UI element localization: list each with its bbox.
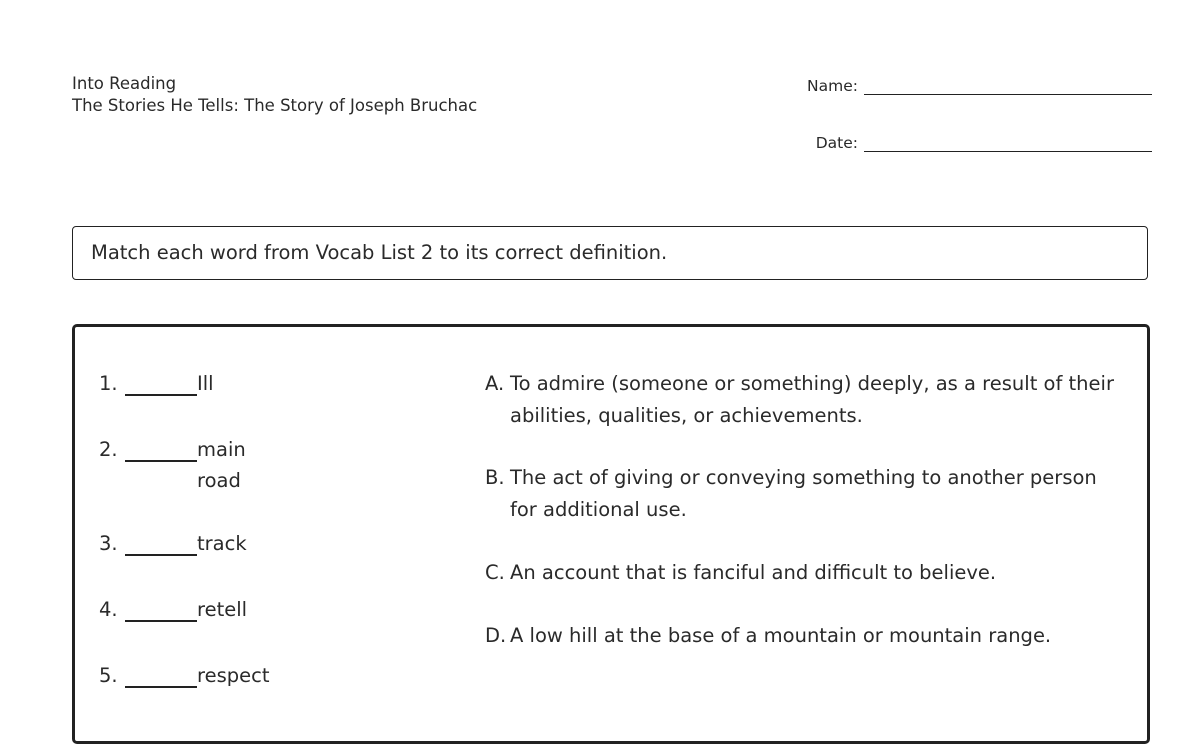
question-number: 2. <box>99 438 118 461</box>
definition-item <box>485 368 1125 431</box>
matching-box <box>72 324 1150 744</box>
question-item <box>99 368 277 399</box>
answer-blank[interactable] <box>125 660 197 688</box>
story-title: The Stories He Tells: The Story of Joseph Bruchac <box>72 96 478 115</box>
worksheet-header <box>72 73 477 117</box>
question-item <box>99 434 277 496</box>
definition-letter: B. <box>485 466 505 489</box>
definition-text: To admire (someone or something) deeply, as a result of their abilities, qualities, or achievements. <box>510 372 1114 427</box>
question-item <box>99 528 277 559</box>
definition-text: An account that is fanciful and difficult to believe. <box>510 561 997 584</box>
vocab-word: main road <box>197 438 246 492</box>
vocab-word: Ill <box>197 372 214 395</box>
definition-item <box>485 620 1125 652</box>
question-number: 1. <box>99 372 118 395</box>
question-number: 3. <box>99 532 118 555</box>
definition-text: A low hill at the base of a mountain or mountain range. <box>510 624 1052 647</box>
question-number: 4. <box>99 598 118 621</box>
instructions-box <box>72 226 1148 280</box>
definition-item <box>485 557 1125 589</box>
definition-letter: C. <box>485 561 505 584</box>
answer-blank[interactable] <box>125 434 197 462</box>
name-label: Name: <box>807 77 858 95</box>
definition-letter: D. <box>485 624 507 647</box>
vocab-word: track <box>197 532 247 555</box>
name-field[interactable] <box>807 77 1152 95</box>
instructions-text: Match each word from Vocab List 2 to its correct definition. <box>91 241 668 264</box>
name-line[interactable] <box>864 93 1152 95</box>
question-number: 5. <box>99 664 118 687</box>
definition-item <box>485 462 1125 525</box>
vocab-word: respect <box>197 664 270 687</box>
answer-blank[interactable] <box>125 368 197 396</box>
program-title: Into Reading <box>72 74 177 93</box>
question-item <box>99 594 277 625</box>
answer-blank[interactable] <box>125 594 197 622</box>
date-label: Date: <box>815 134 858 152</box>
definition-text: The act of giving or conveying something to another person for additional use. <box>510 466 1097 521</box>
definition-letter: A. <box>485 372 505 395</box>
date-field[interactable] <box>816 134 1152 152</box>
question-item <box>99 660 277 691</box>
vocab-word: retell <box>197 598 248 621</box>
date-line[interactable] <box>864 150 1152 152</box>
answer-blank[interactable] <box>125 528 197 556</box>
